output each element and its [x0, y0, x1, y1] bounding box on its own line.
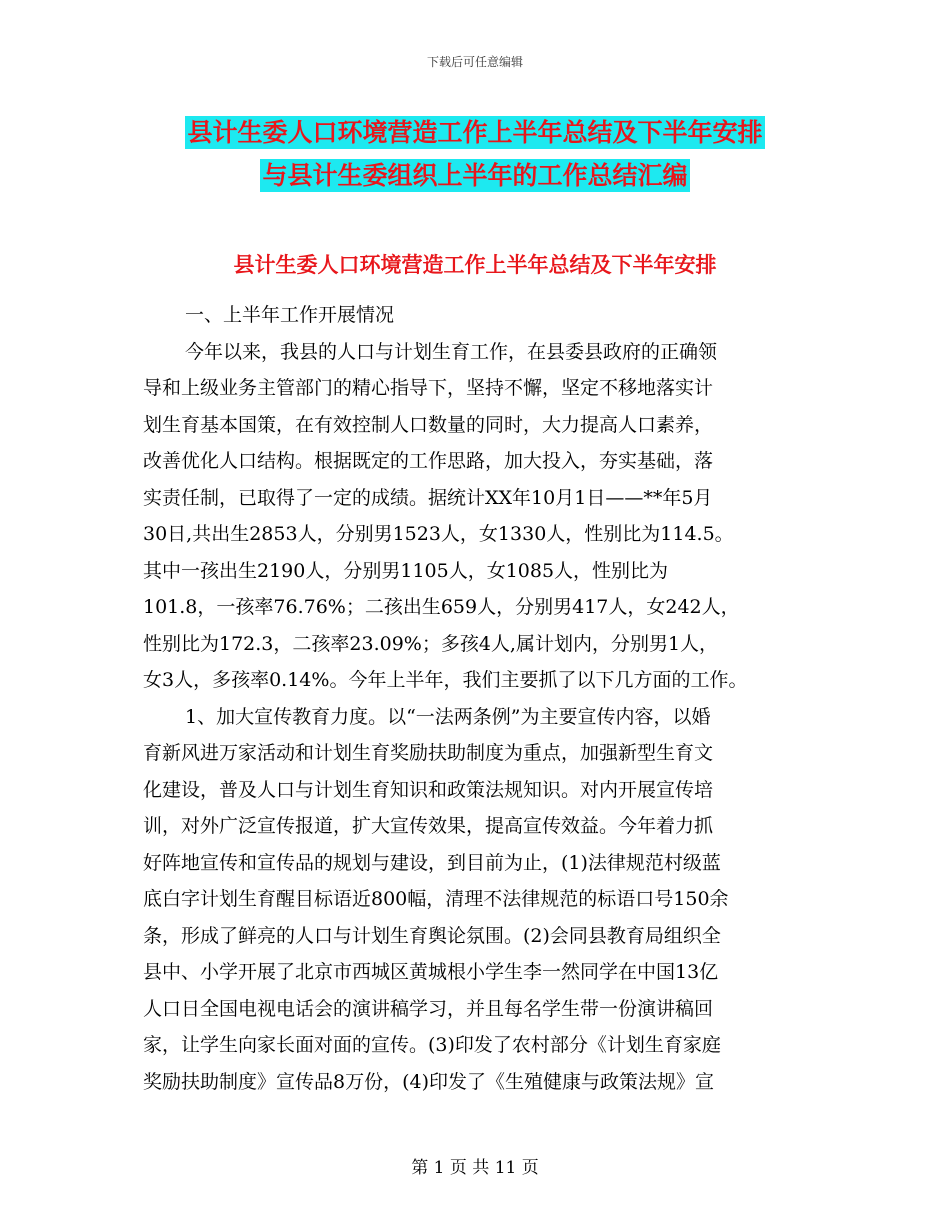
section-title: 县计生委人口环境营造工作上半年总结及下半年安排	[233, 253, 717, 277]
paragraph-line: 条，形成了鲜亮的人口与计划生育舆论氛围。(2)会同县教育局组织全	[143, 924, 721, 947]
paragraph-line: 改善优化人口结构。根据既定的工作思路，加大投入，夯实基础，落	[143, 450, 714, 472]
paragraph-line: 1、加大宣传教育力度。以“一法两条例”为主要宣传内容，以婚	[185, 705, 711, 728]
title-line-1-text: 县计生委人口环境营造工作上半年总结及下半年安排	[187, 118, 763, 147]
paragraph-line: 家，让学生向家长面对面的宣传。(3)印发了农村部分《计划生育家庭	[143, 1034, 721, 1056]
paragraph-line: 划生育基本国策，在有效控制人口数量的同时，大力提高人口素养，	[143, 413, 714, 436]
paragraph-line: 30日,共出生2853人，分别男1523人，女1330人，性别比为114.5。	[143, 523, 734, 545]
paragraph-line: 县中、小学开展了北京市西城区黄城根小学生李一然同学在中国13亿	[143, 961, 719, 983]
paragraph-line: 训，对外广泛宣传报道，扩大宣传效果，提高宣传效益。今年着力抓	[143, 815, 714, 837]
paragraph-line: 育新风进万家活动和计划生育奖励扶助制度为重点，加强新型生育文	[143, 742, 714, 764]
document-title-line-1	[0, 113, 950, 149]
paragraph-line: 底白字计划生育醒目标语近800幅，清理不法律规范的标语口号150余	[143, 888, 729, 910]
paragraph-line: 女3人，多孩率0.14%。今年上半年，我们主要抓了以下几方面的工作。	[143, 669, 748, 691]
heading-line: 一、上半年工作开展情况	[185, 304, 395, 326]
document-title-line-2	[0, 156, 950, 192]
page-footer: 第 1 页 共 11 页	[411, 1158, 539, 1178]
paragraph-line: 性别比为172.3，二孩率23.09%；多孩4人,属计划内，分别男1人，	[143, 632, 719, 655]
paragraph-line: 奖励扶助制度》宣传品8万份，(4)印发了《生殖健康与政策法规》宣	[143, 1070, 715, 1093]
paragraph-line: 人口日全国电视电话会的演讲稿学习，并且每名学生带一份演讲稿回	[143, 997, 714, 1020]
paragraph-line: 导和上级业务主管部门的精心指导下，坚持不懈，坚定不移地落实计	[143, 377, 714, 399]
paragraph-line: 化建设，普及人口与计划生育知识和政策法规知识。对内开展宣传培	[143, 778, 714, 801]
title-line-2-text: 与县计生委组织上半年的工作总结汇编	[262, 161, 688, 190]
paragraph-line: 101.8，一孩率76.76%；二孩出生659人，分别男417人，女242人，	[143, 596, 740, 618]
paragraph-line: 实责任制，已取得了一定的成绩。据统计XX年10月1日——**年5月	[143, 486, 713, 509]
paragraph-line: 其中一孩出生2190人，分别男1105人，女1085人，性别比为	[143, 559, 669, 582]
paragraph-line: 好阵地宣传和宣传品的规划与建设，到目前为止，(1)法律规范村级蓝	[143, 851, 721, 874]
paragraph-line: 今年以来，我县的人口与计划生育工作，在县委县政府的正确领	[185, 340, 718, 363]
body-text	[143, 297, 813, 1100]
header-note: 下载后可任意编辑	[426, 55, 523, 69]
